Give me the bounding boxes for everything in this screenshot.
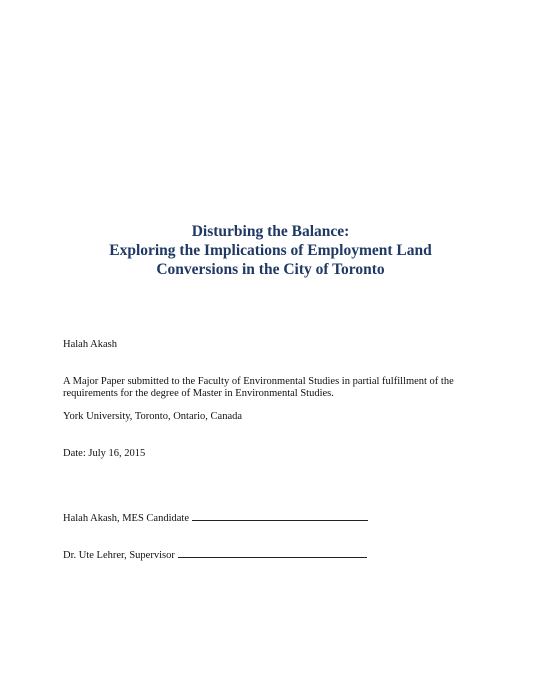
- title-line-3: Conversions in the City of Toronto: [156, 261, 385, 278]
- title-line-1: Disturbing the Balance:: [191, 223, 350, 240]
- description-line-1: A Major Paper submitted to the Faculty of Environmental Studies in partial fulfillment of the: [63, 376, 454, 387]
- date: Date: July 16, 2015: [63, 448, 146, 459]
- candidate-label: Halah Akash, MES Candidate: [63, 513, 189, 524]
- description-line-2: requirements for the degree of Master in Environmental Studies.: [63, 388, 334, 399]
- candidate-signature-row: [63, 510, 368, 525]
- institution: York University, Toronto, Ontario, Canada: [63, 411, 243, 422]
- candidate-signature-line: [192, 510, 368, 521]
- author-name: Halah Akash: [63, 339, 117, 350]
- supervisor-signature-row: [63, 547, 367, 562]
- title-line-2: Exploring the Implications of Employment Land: [109, 242, 432, 259]
- document-title: [0, 222, 541, 279]
- supervisor-label: Dr. Ute Lehrer, Supervisor: [63, 550, 175, 561]
- supervisor-signature-line: [178, 547, 367, 558]
